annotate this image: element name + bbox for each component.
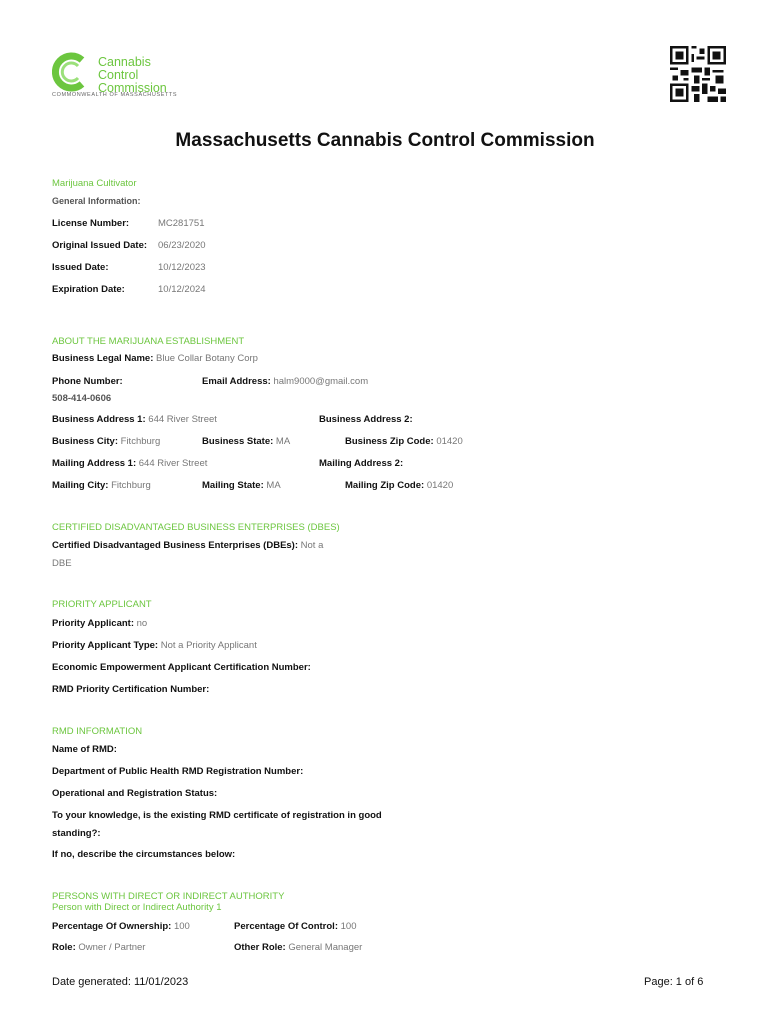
logo-wordmark: Cannabis Control Commission — [98, 55, 167, 95]
business-address-2: Business Address 2: — [319, 414, 413, 425]
license-number-label: License Number: — [52, 218, 130, 229]
persons-heading: PERSONS WITH DIRECT OR INDIRECT AUTHORITY — [52, 891, 285, 902]
dbe-field: Certified Disadvantaged Business Enterprises (DBEs): Not a — [52, 540, 324, 551]
other-role-field: Other Role: General Manager — [234, 942, 363, 953]
date-generated: Date generated: 11/01/2023 — [52, 976, 189, 988]
dbe-value-cont: DBE — [52, 558, 72, 569]
mailing-zip: Mailing Zip Code: 01420 — [345, 480, 454, 491]
logo-subtitle: COMMONWEALTH OF MASSACHUSETTS — [52, 92, 178, 98]
license-type: Marijuana Cultivator — [52, 178, 137, 189]
business-city: Business City: Fitchburg — [52, 436, 161, 447]
page-number: Page: 1 of 6 — [644, 976, 704, 988]
business-state: Business State: MA — [202, 436, 291, 447]
rmd-heading: RMD INFORMATION — [52, 726, 143, 737]
commission-logo — [52, 52, 182, 100]
rmd-priority-label: RMD Priority Certification Number: — [52, 684, 210, 695]
ownership-field: Percentage Of Ownership: 100 — [52, 921, 190, 932]
mailing-address-2: Mailing Address 2: — [319, 458, 404, 469]
expiration-value: 10/12/2024 — [158, 284, 206, 295]
control-field: Percentage Of Control: 100 — [234, 921, 357, 932]
priority-heading: PRIORITY APPLICANT — [52, 599, 152, 610]
business-zip: Business Zip Code: 01420 — [345, 436, 463, 447]
describe-circumstances-label: If no, describe the circumstances below: — [52, 849, 236, 860]
phone-value: 508-414-0606 — [52, 393, 112, 404]
legal-name-field: Business Legal Name: Blue Collar Botany Corp — [52, 353, 258, 364]
role-field: Role: Owner / Partner — [52, 942, 146, 953]
good-standing-label-cont: standing?: — [52, 828, 101, 839]
issued-label: Issued Date: — [52, 262, 109, 273]
priority-applicant: Priority Applicant: no — [52, 618, 148, 629]
good-standing-label: To your knowledge, is the existing RMD certificate of registration in good — [52, 810, 382, 821]
license-number-value: MC281751 — [158, 218, 205, 229]
expiration-label: Expiration Date: — [52, 284, 125, 295]
mailing-city: Mailing City: Fitchburg — [52, 480, 151, 491]
rmd-name-label: Name of RMD: — [52, 744, 117, 755]
mailing-address-1: Mailing Address 1: 644 River Street — [52, 458, 208, 469]
dbe-heading: CERTIFIED DISADVANTAGED BUSINESS ENTERPRISES (DBES) — [52, 522, 340, 533]
dph-registration-label: Department of Public Health RMD Registration Number: — [52, 766, 304, 777]
operational-status-label: Operational and Registration Status: — [52, 788, 218, 799]
business-address-1: Business Address 1: 644 River Street — [52, 414, 217, 425]
general-info-heading: General Information: — [52, 196, 141, 206]
orig-issued-value: 06/23/2020 — [158, 240, 206, 251]
about-heading: ABOUT THE MARIJUANA ESTABLISHMENT — [52, 336, 245, 347]
orig-issued-label: Original Issued Date: — [52, 240, 148, 251]
econ-empowerment-label: Economic Empowerment Applicant Certification Number: — [52, 662, 311, 673]
priority-type: Priority Applicant Type: Not a Priority Applicant — [52, 640, 257, 651]
page-title: Massachusetts Cannabis Control Commission — [175, 130, 595, 151]
issued-value: 10/12/2023 — [158, 262, 206, 273]
qr-code-icon — [670, 46, 726, 102]
email-field: Email Address: halm9000@gmail.com — [202, 376, 369, 387]
persons-subheading: Person with Direct or Indirect Authority 1 — [52, 902, 222, 913]
logo-mark-icon — [52, 52, 96, 92]
mailing-state: Mailing State: MA — [202, 480, 281, 491]
phone-label: Phone Number: — [52, 376, 123, 387]
